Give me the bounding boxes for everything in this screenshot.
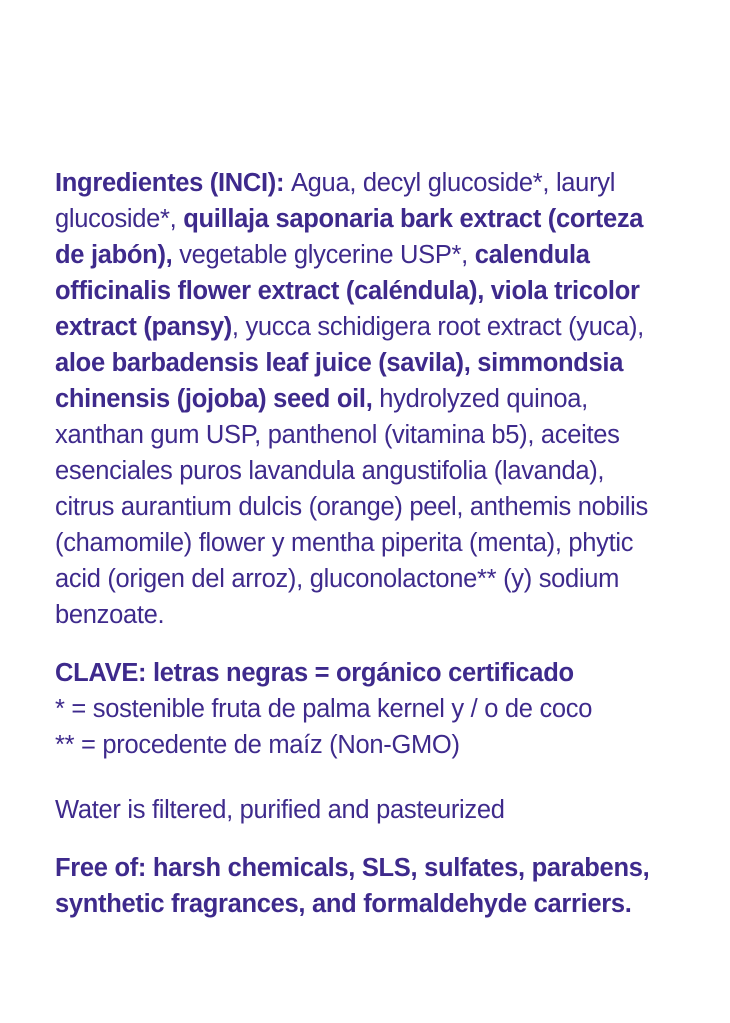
text-line (55, 792, 710, 828)
bold-text-segment: de jabón), (55, 241, 180, 269)
regular-text-segment: vegetable glycerine USP*, (179, 241, 475, 269)
text-line (55, 201, 710, 237)
text-line (55, 417, 710, 453)
text-line (55, 850, 710, 886)
regular-text-segment: acid (origen del arroz), gluconolactone** (y) sodium (55, 565, 620, 593)
text-line (55, 655, 710, 691)
text-line (55, 273, 710, 309)
text-line (55, 561, 710, 597)
regular-text-segment: hydrolyzed quinoa, (379, 385, 588, 413)
text-line (55, 237, 710, 273)
text-line (55, 525, 710, 561)
regular-text-segment: Water is filtered, purified and pasteurized (55, 796, 505, 824)
bold-text-segment: aloe barbadensis leaf juice (savila), simmondsia (55, 349, 624, 377)
regular-text-segment: glucoside*, (55, 205, 184, 233)
regular-text-segment: * = sostenible fruta de palma kernel y / o de coco (55, 695, 593, 723)
bold-text-segment: CLAVE: letras negras = orgánico certificado (55, 659, 574, 687)
bold-text-segment: officinalis flower extract (caléndula), viola tricolor (55, 277, 640, 305)
text-line (55, 597, 710, 633)
bold-text-segment: calendula (474, 241, 590, 269)
regular-text-segment: benzoate. (55, 601, 165, 629)
text-line (55, 691, 710, 727)
regular-text-segment: esenciales puros lavandula angustifolia (lavanda), (55, 457, 605, 485)
regular-text-segment: , yucca schidigera root extract (yuca), (231, 313, 644, 341)
free-of-statement (55, 850, 710, 922)
regular-text-segment: citrus aurantium dulcis (orange) peel, anthemis nobilis (55, 493, 648, 521)
bold-text-segment: extract (pansy) (55, 313, 232, 341)
bold-text-segment: Free of: harsh chemicals, SLS, sulfates, parabens, (55, 854, 650, 882)
regular-text-segment: (chamomile) flower y mentha piperita (menta), phytic (55, 529, 634, 557)
water-note (55, 792, 710, 828)
text-line (55, 453, 710, 489)
bold-text-segment: Ingredientes (INCI): (55, 169, 291, 197)
text-line (55, 381, 710, 417)
text-line (55, 165, 710, 201)
text-line (55, 489, 710, 525)
regular-text-segment: xanthan gum USP, panthenol (vitamina b5), aceites (55, 421, 620, 449)
text-line (55, 727, 710, 763)
regular-text-segment: Agua, decyl glucoside*, lauryl (290, 169, 616, 197)
key-legend (55, 655, 710, 763)
text-line (55, 345, 710, 381)
ingredients-paragraph (55, 165, 710, 633)
bold-text-segment: chinensis (jojoba) seed oil, (55, 385, 380, 413)
bold-text-segment: quillaja saponaria bark extract (corteza (183, 205, 644, 233)
text-line (55, 309, 710, 345)
bold-text-segment: synthetic fragrances, and formaldehyde carriers. (55, 890, 632, 918)
regular-text-segment: ** = procedente de maíz (Non-GMO) (55, 731, 460, 759)
text-line (55, 886, 710, 922)
